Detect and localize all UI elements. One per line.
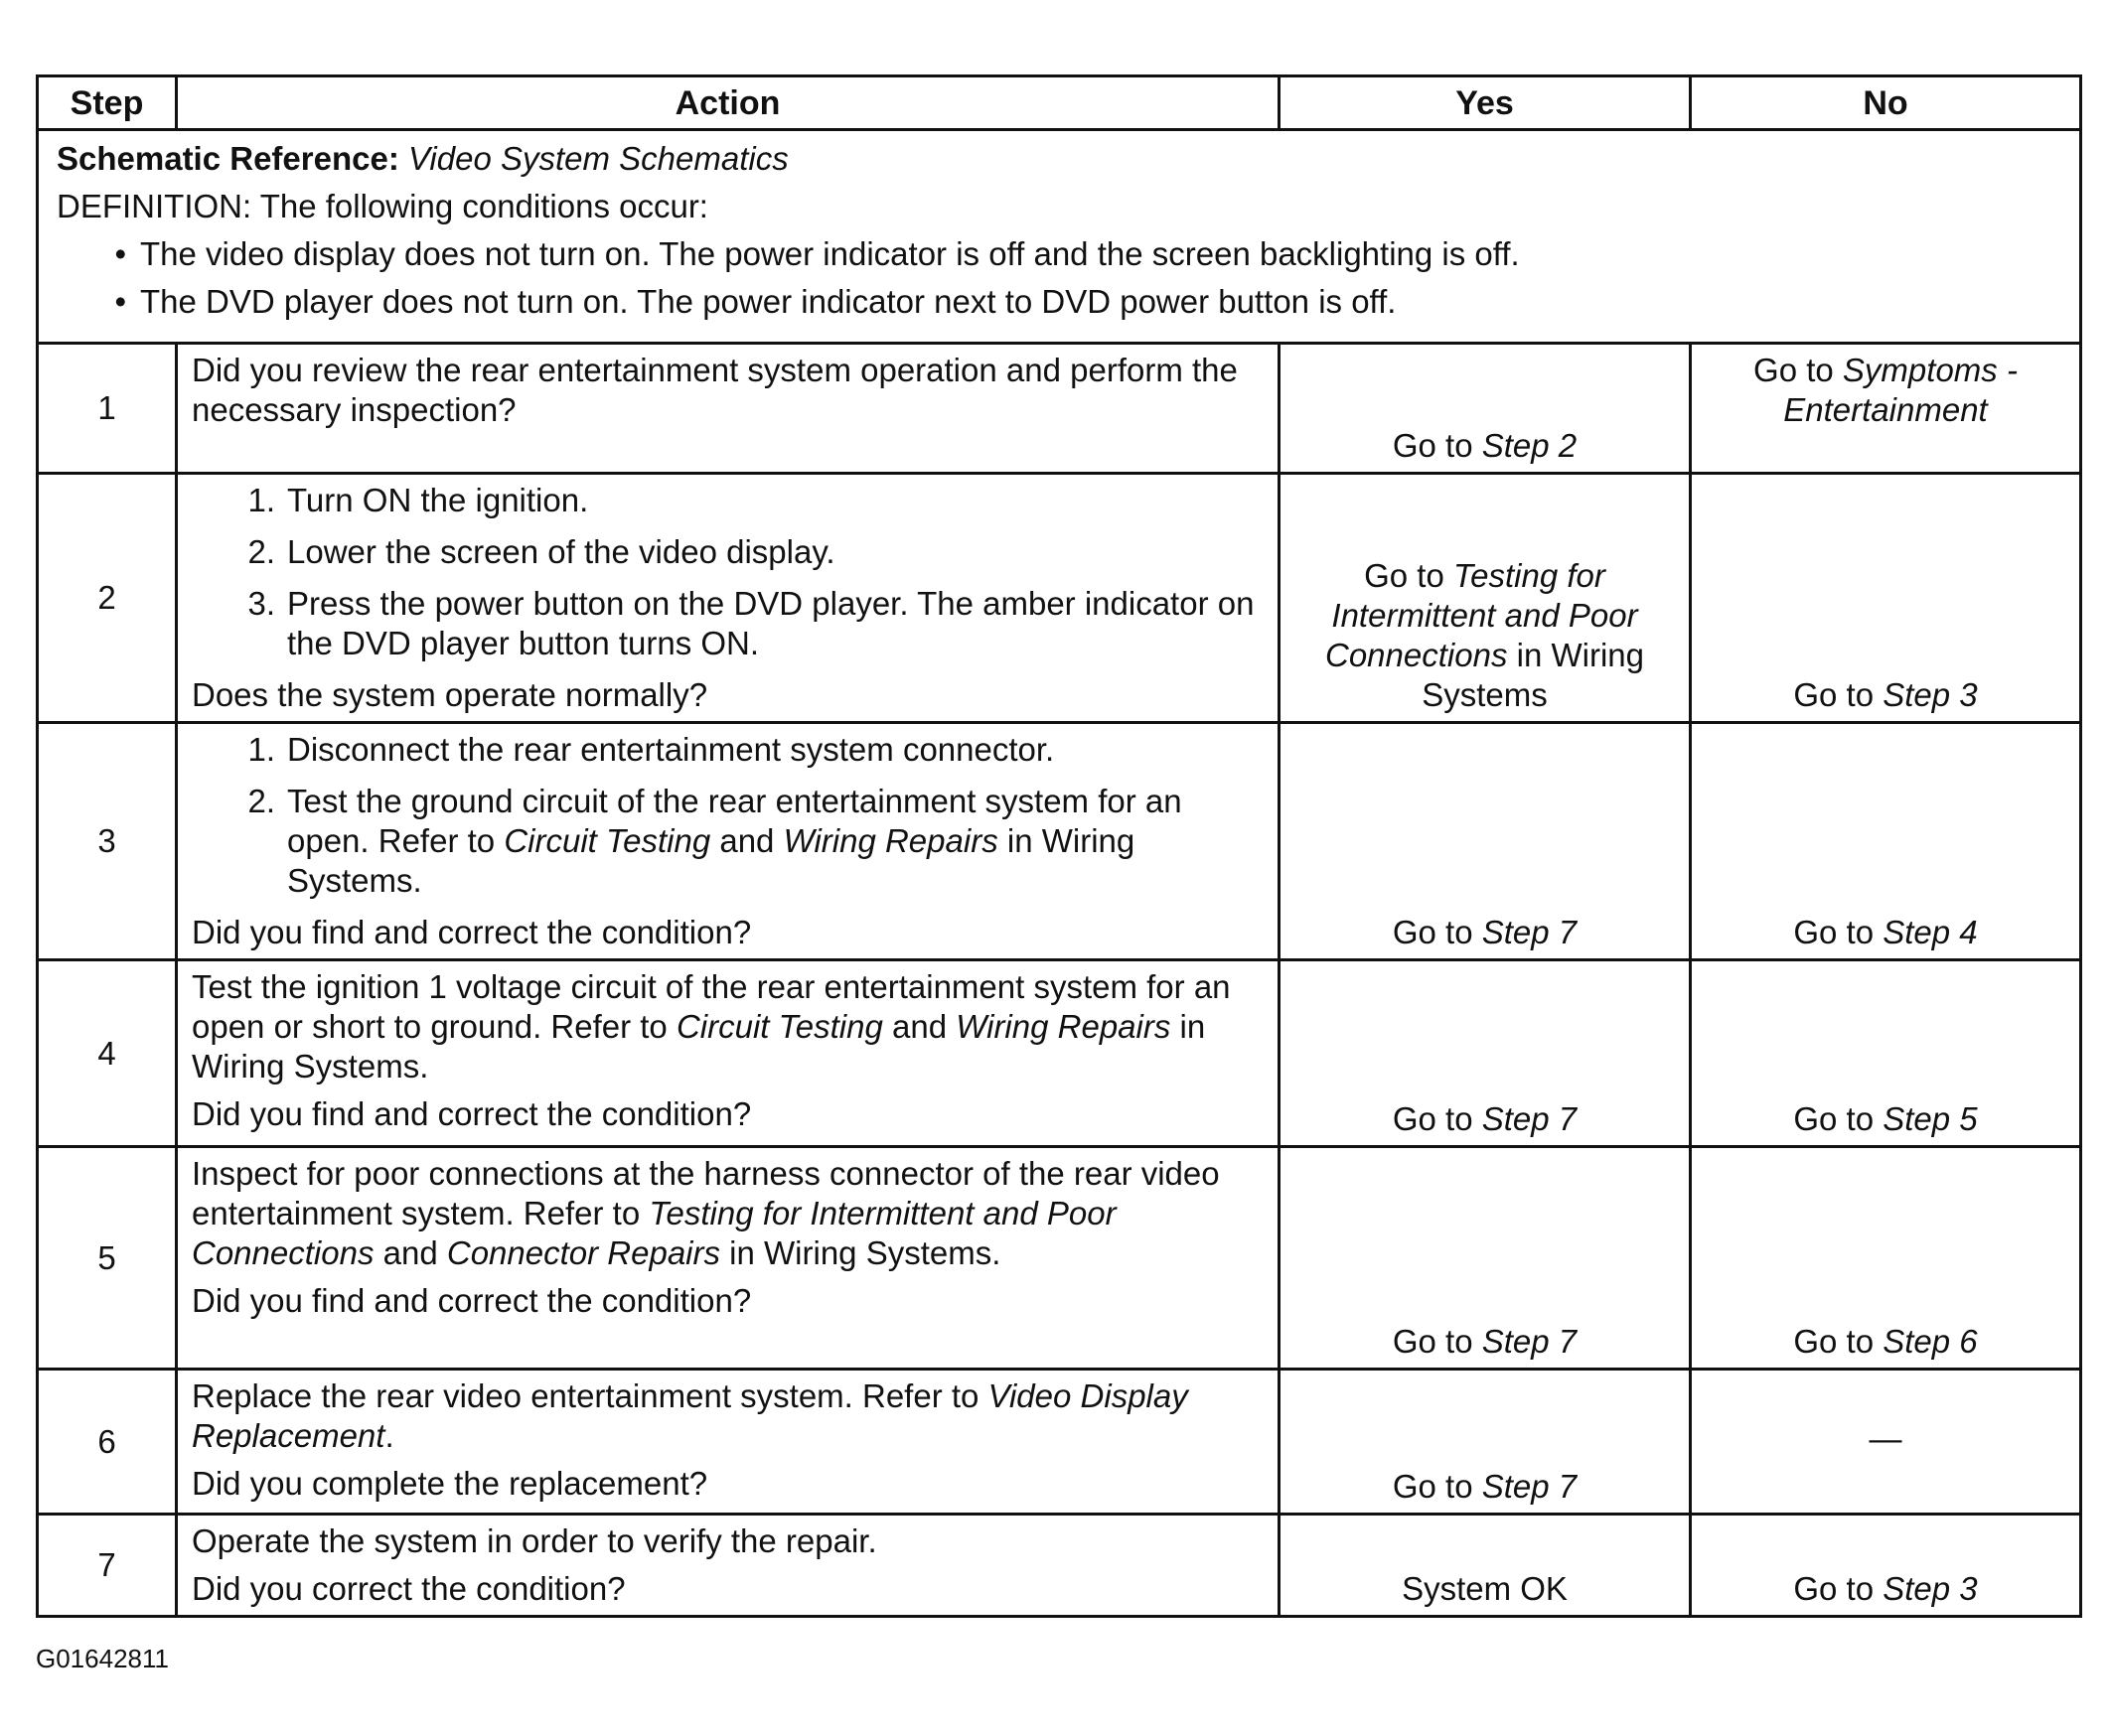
action-text: Test the ignition 1 voltage circuit of the rear entertainment system for an open or short to ground. Refer to Circuit Testing and Wiring Repairs in Wiring Systems.	[192, 968, 1231, 1085]
action-question: Did you correct the condition?	[192, 1570, 626, 1607]
action-step-item: 3. Press the power button on the DVD player. The amber indicator on the DVD player button turns ON.	[247, 585, 1255, 661]
yes-result: Go to Step 7	[1280, 723, 1691, 960]
bullet-icon: •	[114, 283, 126, 320]
table-row	[38, 1147, 2081, 1370]
action-text: Replace the rear video entertainment system. Refer to Video Display Replacement.	[192, 1377, 1188, 1454]
table-row	[38, 1515, 2081, 1617]
schematic-reference	[57, 139, 2061, 179]
yes-result: Go to Testing for Intermittent and Poor Connections in Wiring Systems	[1280, 474, 1691, 723]
action-cell	[177, 1515, 1280, 1617]
action-step-item: 2. Test the ground circuit of the rear entertainment system for an open. Refer to Circuit Testing and Wiring Repairs in Wiring Systems.	[247, 783, 1182, 899]
header-yes: Yes	[1280, 76, 1691, 130]
yes-result: Go to Step 7	[1280, 960, 1691, 1147]
yes-result: Go to Step 2	[1280, 344, 1691, 474]
action-steps-list	[192, 730, 1264, 901]
action-question: Did you find and correct the condition?	[192, 1095, 752, 1132]
bullet-icon: •	[114, 235, 126, 272]
no-result: Go to Step 4	[1691, 723, 2081, 960]
action-cell	[177, 723, 1280, 960]
step-number: 1	[38, 344, 177, 474]
yes-result: System OK	[1280, 1515, 1691, 1617]
definition-bullet	[57, 282, 2061, 322]
table-row	[38, 474, 2081, 723]
table-row	[38, 723, 2081, 960]
definition-bullet	[57, 234, 2061, 274]
definition-text: DEFINITION: The following conditions occur:	[57, 188, 708, 224]
no-result: Go to Step 5	[1691, 960, 2081, 1147]
header-step: Step	[38, 76, 177, 130]
action-step-item: 1. Turn ON the ignition.	[247, 482, 589, 518]
header-no: No	[1691, 76, 2081, 130]
action-text: Inspect for poor connections at the harness connector of the rear video entertainment system. Refer to Testing for Intermittent and Poor Connections and Connector Repairs in Wiring Systems.	[192, 1155, 1220, 1271]
yes-result: Go to Step 7	[1280, 1370, 1691, 1515]
schematic-reference-cell	[38, 130, 2081, 344]
no-result: Go to Step 6	[1691, 1147, 2081, 1370]
figure-id-caption: G01642811	[36, 1644, 169, 1673]
action-step-item: 2. Lower the screen of the video display.	[247, 533, 835, 570]
table-row	[38, 1370, 2081, 1515]
step-number: 7	[38, 1515, 177, 1617]
table-row	[38, 960, 2081, 1147]
yes-result: Go to Step 7	[1280, 1147, 1691, 1370]
step-number: 4	[38, 960, 177, 1147]
action-cell	[177, 1370, 1280, 1515]
action-step-item: 1. Disconnect the rear entertainment system connector.	[247, 731, 1055, 768]
no-result: —	[1691, 1370, 2081, 1515]
header-action: Action	[177, 76, 1280, 130]
diagnostic-table	[36, 74, 2082, 1618]
step-number: 3	[38, 723, 177, 960]
action-question: Did you find and correct the condition?	[192, 1282, 752, 1319]
header-row	[38, 76, 2081, 130]
step-number: 6	[38, 1370, 177, 1515]
action-text: Did you review the rear entertainment system operation and perform the necessary inspection?	[192, 352, 1238, 428]
schematic-reference-row	[38, 130, 2081, 344]
step-number: 5	[38, 1147, 177, 1370]
action-cell	[177, 344, 1280, 474]
step-number: 2	[38, 474, 177, 723]
definition-bullets	[57, 234, 2061, 322]
action-text: Operate the system in order to verify the repair.	[192, 1522, 877, 1559]
schematic-reference-label: Schematic Reference:	[57, 140, 399, 177]
action-cell	[177, 1147, 1280, 1370]
definition-bullet-text: The DVD player does not turn on. The power indicator next to DVD power button is off.	[140, 283, 1397, 320]
action-cell	[177, 960, 1280, 1147]
action-question: Does the system operate normally?	[192, 676, 708, 713]
no-result: Go to Step 3	[1691, 1515, 2081, 1617]
no-result: Go to Step 3	[1691, 474, 2081, 723]
action-question: Did you complete the replacement?	[192, 1465, 708, 1502]
schematic-reference-value: Video System Schematics	[408, 140, 789, 177]
no-result: Go to Symptoms - Entertainment	[1691, 344, 2081, 474]
definition-bullet-text: The video display does not turn on. The power indicator is off and the screen backlighting is off.	[140, 235, 1520, 272]
action-steps-list	[192, 481, 1264, 663]
table-row	[38, 344, 2081, 474]
action-question: Did you find and correct the condition?	[192, 914, 752, 950]
action-cell	[177, 474, 1280, 723]
